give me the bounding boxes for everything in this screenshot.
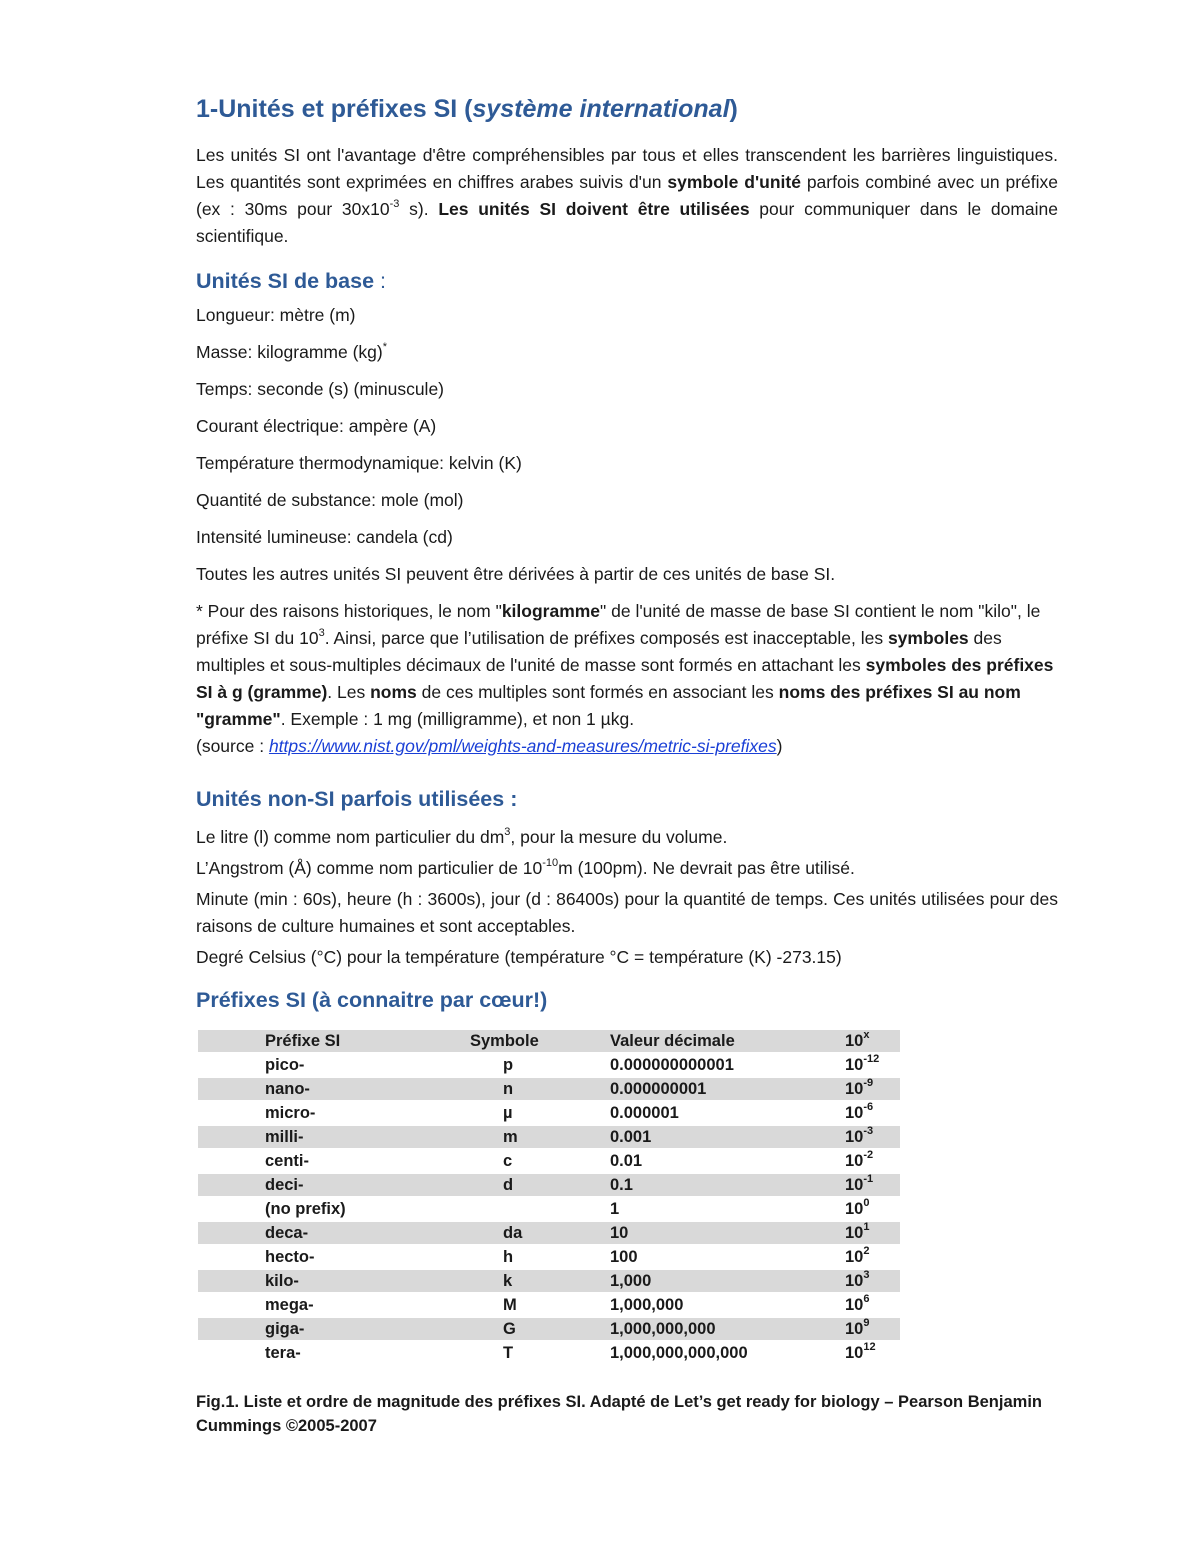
column-header: Valeur décimale [610,1031,735,1050]
table-row [198,1318,900,1340]
prefix-value-cell: 0.000001 [610,1103,679,1122]
column-header: 10$^x$ [845,1029,870,1050]
prefix-value-cell: 0.000000001 [610,1079,707,1098]
table-row [198,1102,900,1124]
prefix-name-cell: centi- [265,1151,310,1170]
prefix-power-cell: $10^{12}$ [845,1341,876,1362]
prefix-power-cell: $10^{-3}$ [845,1125,874,1146]
prefix-value-cell: 0.01 [610,1151,643,1170]
prefix-power-cell: $10^{-12}$ [845,1053,880,1074]
prefix-power-cell: $10^{-6}$ [845,1101,874,1122]
table-row [198,1150,900,1172]
prefix-power-cell: $10^{-2}$ [845,1149,874,1170]
prefix-symbol-cell [470,1198,610,1220]
prefix-value-cell: 10 [610,1223,629,1242]
prefix-value-cell: 1,000 [610,1271,652,1290]
prefix-value-cell: 100 [610,1247,638,1266]
table-row [198,1270,900,1292]
list-item: Température thermodynamique: kelvin (K) [196,453,522,473]
document-page [196,92,1058,1015]
prefixes-heading: Préfixes SI (à connaitre par cœur!) [196,988,548,1012]
list-item: Temps: seconde (s) (minuscule) [196,379,444,399]
prefix-name-cell: giga- [265,1319,305,1338]
prefix-symbol-cell: n [503,1079,514,1098]
table-row [198,1342,900,1364]
prefix-name-cell: deca- [265,1223,309,1242]
table-row [198,1078,900,1100]
prefix-symbol-cell: µ [503,1103,513,1122]
prefix-symbol-cell: T [503,1343,514,1362]
page-title: 1-Unités et préfixes SI (système international) [196,95,738,123]
intro-paragraph: Les unités SI ont l'avantage d'être compréhensibles par tous et elles transcendent les barrières linguistiques. Les quantités sont exprimées en chiffres arabes suivis d'un symbole d'unité parfois combiné avec un préfixe (ex : 30ms pour $30x10^{-3}$ s). Les unités SI doivent être utilisées pour communiquer dans le domaine scientifique. [196,145,1058,246]
prefix-symbol-cell: d [503,1175,514,1194]
kilogram-note: * Pour des raisons historiques, le nom "kilogramme" de l'unité de masse de base SI contient le nom "kilo", le préfixe SI du $10^3$. Ainsi, parce que l’utilisation de préfixes composés est inacceptable, les symboles des multiples et sous-multiples décimaux de l'unité de masse sont formés en attachant les symboles des préfixes SI à g (gramme). Les noms de ces multiples sont formés en associant les noms des préfixes SI au nom "gramme". Exemple : 1 mg (milligramme), et non 1 µkg. (source : https://www.nist.gov/pml/weights-and-measures/metric-si-prefixes) [196,601,1054,756]
prefix-name-cell: hecto- [265,1247,315,1266]
prefix-name-cell: tera- [265,1343,301,1362]
prefix-symbol-cell: c [503,1151,513,1170]
table-row [198,1174,900,1196]
prefix-name-cell: (no prefix) [265,1199,346,1218]
prefix-value-cell: 1,000,000,000,000 [610,1343,748,1362]
prefix-name-cell: kilo- [265,1271,299,1290]
celsius-text: Degré Celsius (°C) pour la température (température °C = température (K) -273.15) [196,947,842,967]
prefix-symbol-cell: da [503,1223,523,1242]
column-header: Symbole [470,1031,539,1050]
list-item: Masse: kilogramme (kg)* [196,341,387,362]
prefix-value-cell: 0.001 [610,1127,652,1146]
time-units-text: Minute (min : 60s), heure (h : 3600s), jour (d : 86400s) pour la quantité de temps. Ces unités utilisées pour des raisons de culture humaines et sont acceptables. [196,889,1058,936]
prefix-power-cell: $10^1$ [845,1221,870,1242]
prefix-name-cell: mega- [265,1295,314,1314]
prefix-symbol-cell: m [503,1127,518,1146]
table-row [198,1126,900,1148]
prefix-symbol-cell: k [503,1271,513,1290]
non-si-heading: Unités non-SI parfois utilisées : [196,787,518,811]
prefix-power-cell: $10^3$ [845,1269,870,1290]
prefix-name-cell: nano- [265,1079,310,1098]
prefix-name-cell: pico- [265,1055,305,1074]
prefix-symbol-cell: G [503,1319,516,1338]
derived-units-text: Toutes les autres unités SI peuvent être dérivées à partir de ces unités de base SI. [196,564,836,584]
prefix-name-cell: micro- [265,1103,316,1122]
table-header-row [198,1030,900,1052]
table-row [198,1294,900,1316]
prefix-value-cell: 1 [610,1199,620,1218]
prefix-symbol-cell: h [503,1247,514,1266]
list-item: Longueur: mètre (m) [196,305,356,325]
prefix-value-cell: 0.1 [610,1175,633,1194]
list-item: Intensité lumineuse: candela (cd) [196,527,453,547]
table-row [198,1198,900,1220]
prefix-power-cell: $10^0$ [845,1197,870,1218]
prefix-power-cell: $10^{-9}$ [845,1077,874,1098]
table-row [198,1222,900,1244]
angstrom-text: L’Angstrom (Å) comme nom particulier de $10^{-10}m$ (100pm). Ne devrait pas être utilisé. [196,857,855,878]
prefix-power-cell: $10^9$ [845,1317,870,1338]
prefix-power-cell: $10^2$ [845,1245,870,1266]
base-units-list [196,302,1058,588]
figure-caption: Fig.1. Liste et ordre de magnitude des préfixes SI. Adapté de Let’s get ready for biology – Pearson Benjamin Cummings ©2005-2007 [196,1393,1042,1435]
si-prefix-table [198,1028,900,1366]
prefix-symbol-cell: M [503,1295,517,1314]
nist-source-link[interactable]: https://www.nist.gov/pml/weights-and-measures/metric-si-prefixes [268,736,777,756]
prefix-value-cell: 0.000000000001 [610,1055,734,1074]
prefix-power-cell: $10^6$ [845,1293,870,1314]
table-row [198,1246,900,1268]
base-units-heading: Unités SI de base : [196,269,386,293]
list-item: Courant électrique: ampère (A) [196,416,437,436]
column-header: Préfixe SI [265,1031,341,1050]
prefix-name-cell: deci- [265,1175,304,1194]
table-row [198,1054,900,1076]
prefix-symbol-cell: p [503,1055,514,1074]
litre-text: Le litre (l) comme nom particulier du $dm^3$, pour la mesure du volume. [196,826,728,847]
prefix-value-cell: 1,000,000,000 [610,1319,716,1338]
list-item: Quantité de substance: mole (mol) [196,490,464,510]
prefix-value-cell: 1,000,000 [610,1295,684,1314]
prefix-power-cell: $10^{-1}$ [845,1173,874,1194]
prefix-name-cell: milli- [265,1127,304,1146]
